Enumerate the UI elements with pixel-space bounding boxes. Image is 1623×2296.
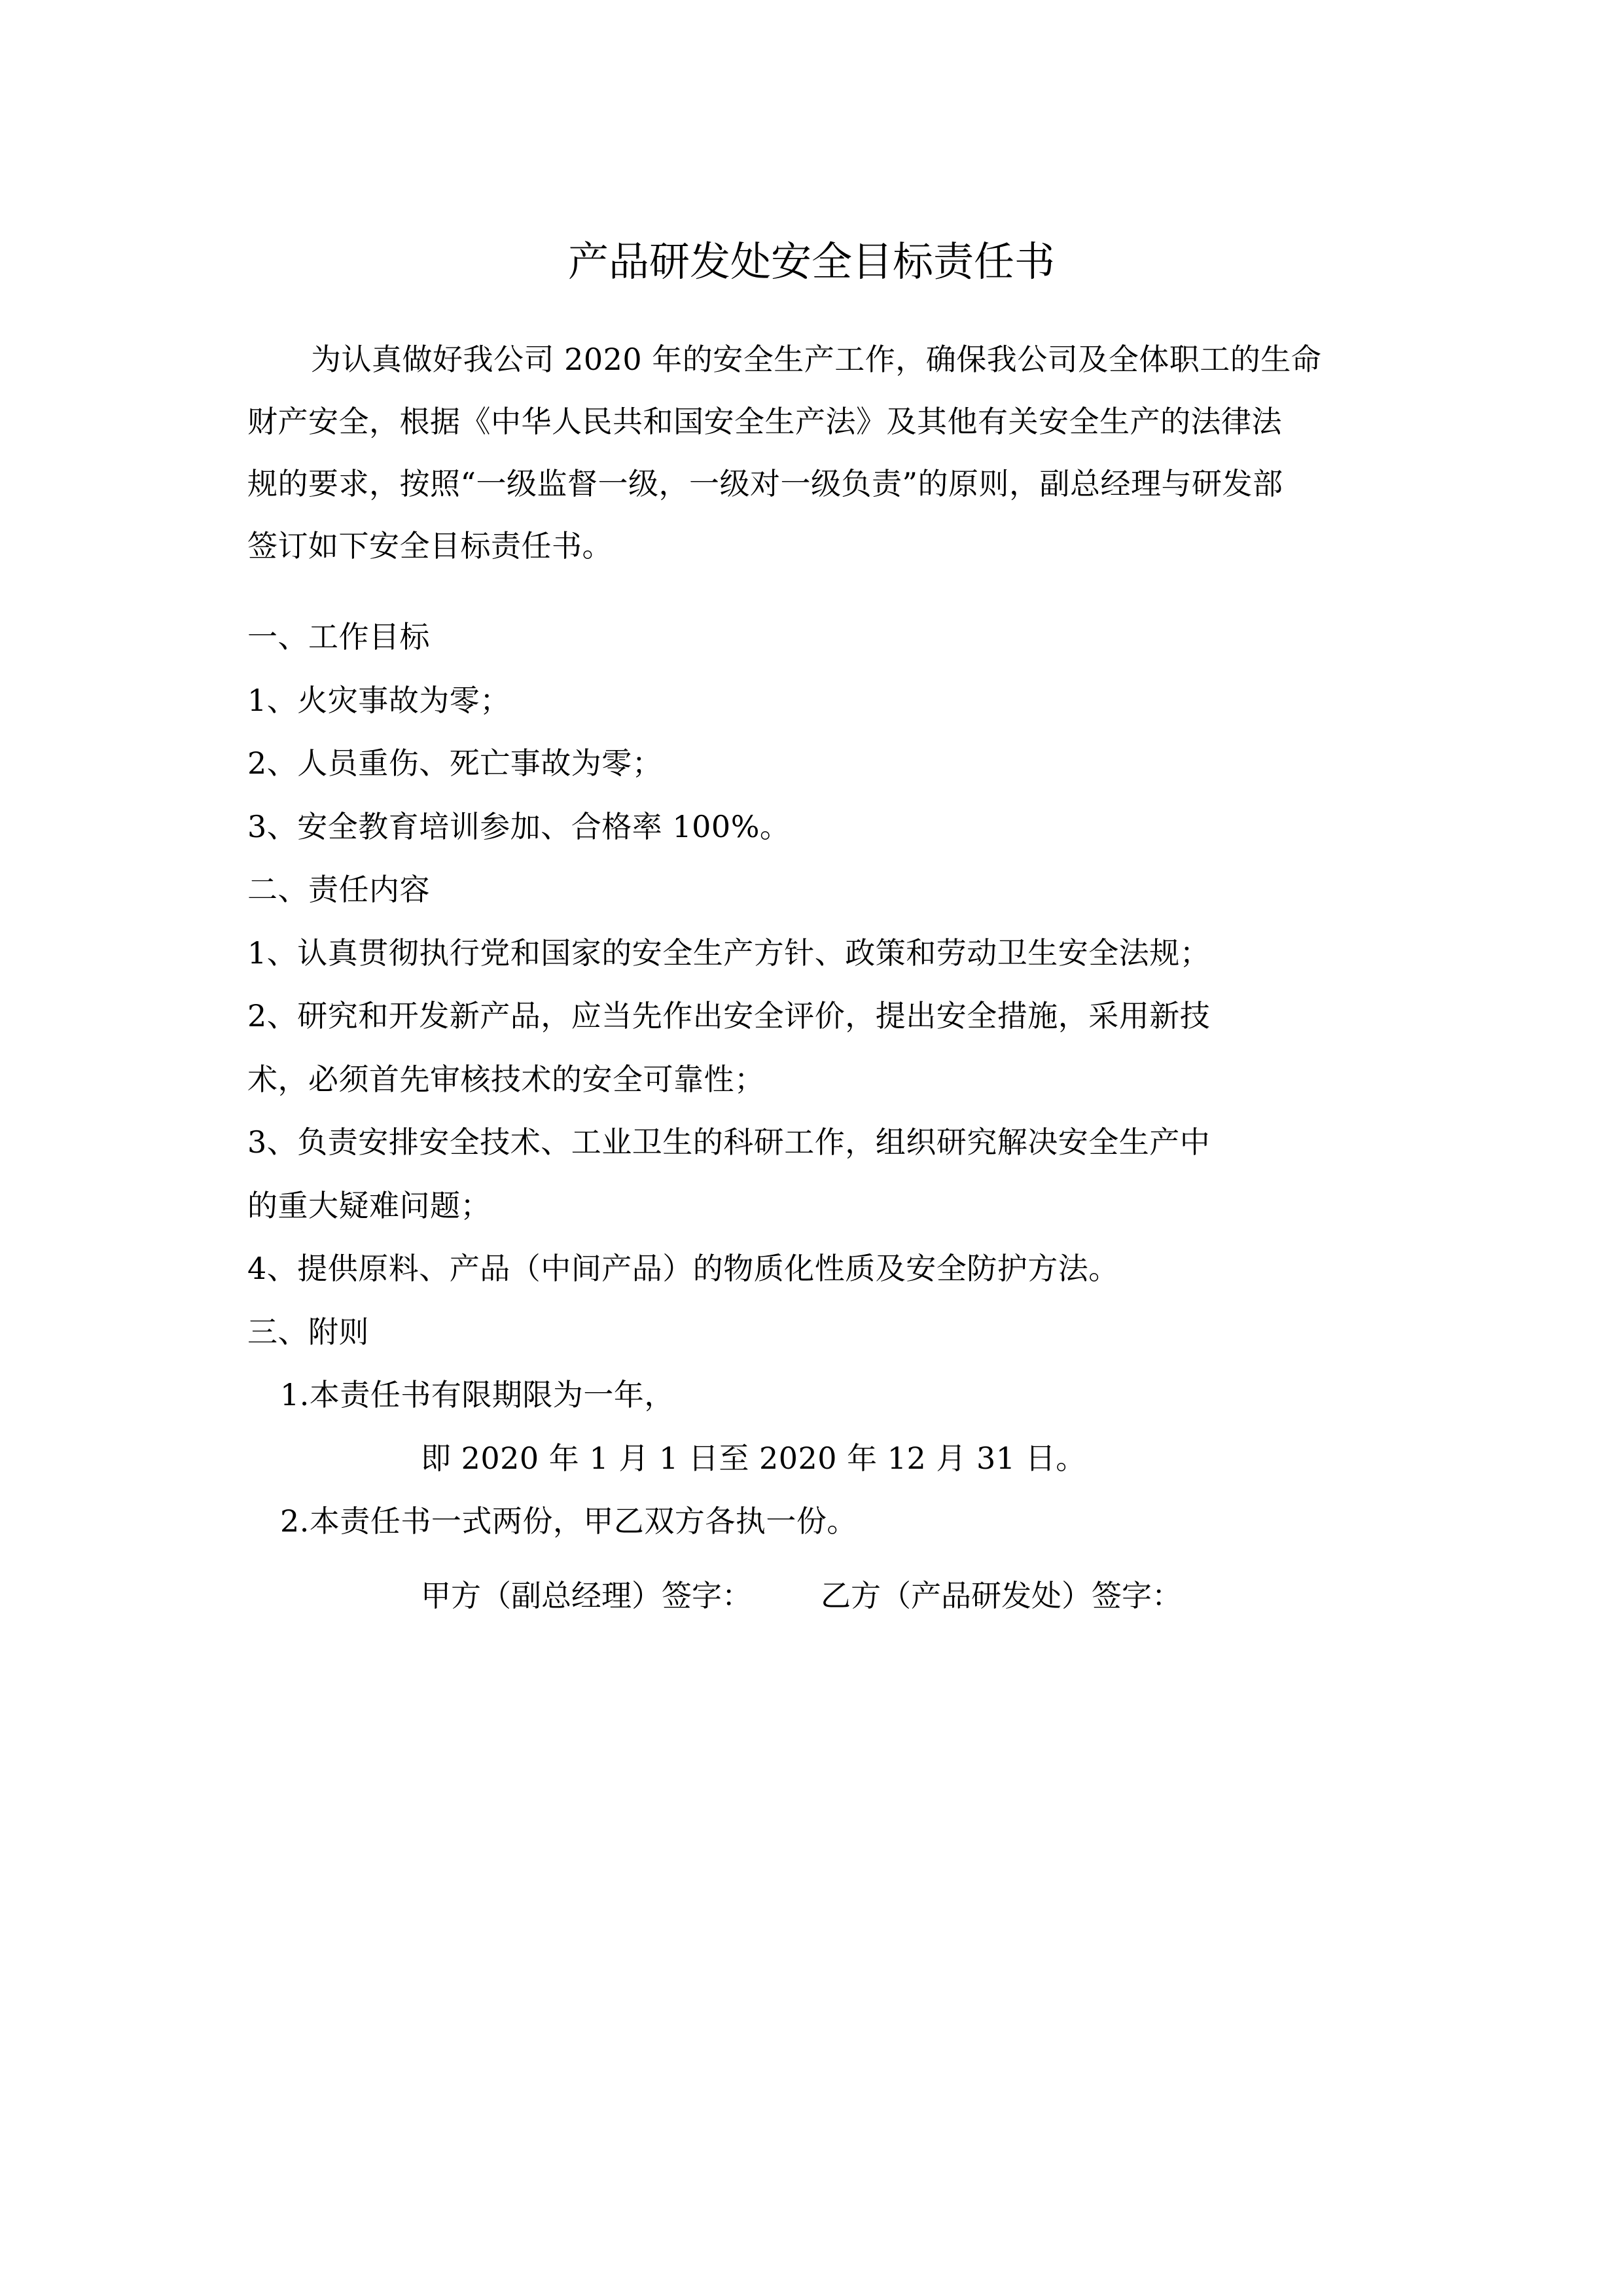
responsibility-line-6: 4、提供原料、产品（中间产品）的物质化性质及安全防护方法。 — [247, 1251, 1119, 1286]
goal-item-3: 3、安全教育培训参加、合格率 100%。 — [247, 809, 791, 844]
appendix-item-2: 2.本责任书一式两份，甲乙双方各执一份。 — [280, 1503, 857, 1539]
signature-party-b: 乙方（产品研发处）签字： — [821, 1578, 1182, 1613]
intro-line-2: 财产安全，根据《中华人民共和国安全生产法》及其他有关安全生产的法律法 — [247, 404, 1282, 439]
goal-item-2: 2、人员重伤、死亡事故为零； — [247, 745, 663, 781]
responsibility-line-2: 2、研究和开发新产品，应当先作出安全评价，提出安全措施，采用新技 — [247, 998, 1211, 1033]
responsibility-line-1: 1、认真贯彻执行党和国家的安全生产方针、政策和劳动卫生安全法规； — [247, 935, 1211, 971]
section-heading-goals: 一、工作目标 — [247, 619, 430, 655]
responsibility-line-5: 的重大疑难问题； — [247, 1188, 491, 1223]
section-heading-appendix: 三、附则 — [247, 1314, 369, 1350]
responsibility-line-4: 3、负责安排安全技术、工业卫生的科研工作，组织研究解决安全生产中 — [247, 1124, 1211, 1160]
section-heading-responsibilities: 二、责任内容 — [247, 872, 430, 907]
responsibility-line-3: 术，必须首先审核技术的安全可靠性； — [247, 1062, 765, 1097]
goal-item-1: 1、火灾事故为零； — [247, 683, 510, 718]
appendix-item-1-period: 即 2020 年 1 月 1 日至 2020 年 12 月 31 日。 — [421, 1441, 1086, 1476]
signature-row — [421, 1572, 1182, 1619]
intro-line-4: 签订如下安全目标责任书。 — [247, 528, 613, 564]
intro-line-1: 为认真做好我公司 2020 年的安全生产工作，确保我公司及全体职工的生命 — [311, 342, 1322, 377]
signature-party-a: 甲方（副总经理）签字： — [421, 1578, 752, 1613]
appendix-item-1: 1.本责任书有限期限为一年， — [280, 1377, 675, 1412]
intro-line-3: 规的要求，按照“一级监督一级，一级对一级负责”的原则，副总经理与研发部 — [247, 466, 1283, 501]
document-title: 产品研发处安全目标责任书 — [567, 238, 1055, 285]
